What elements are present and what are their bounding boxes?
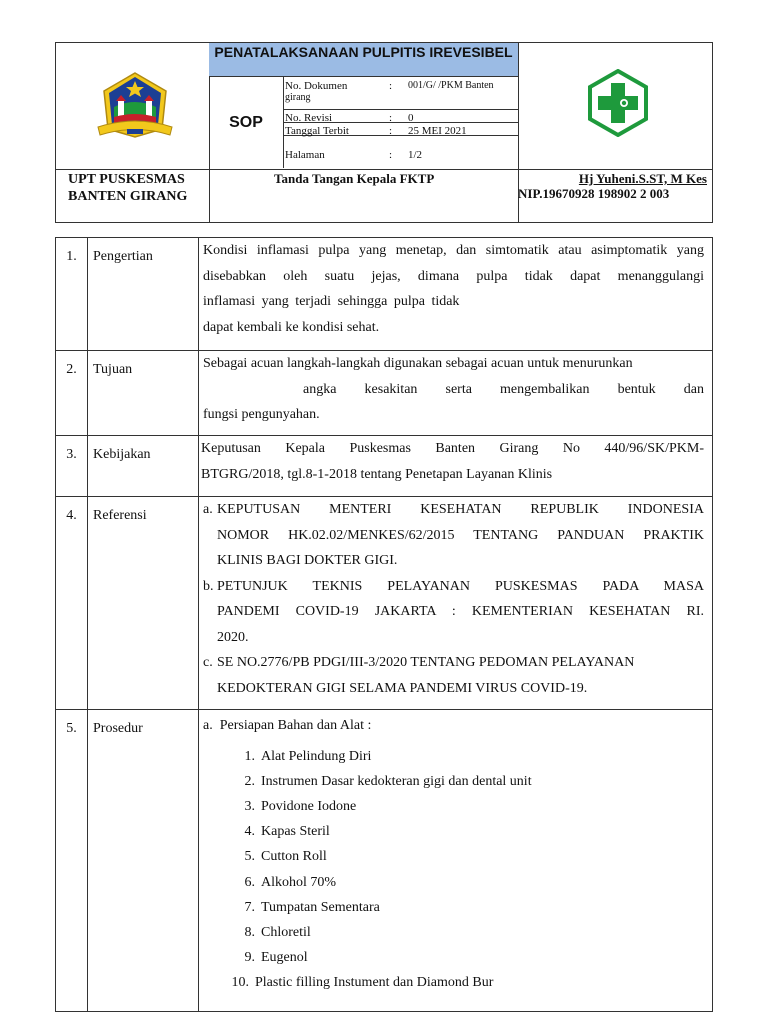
- section-text: Keputusan Kepala Puskesmas Banten Girang No 440/96/SK/PKM- BTGRG/2018, tgl.8-1-2018 tentang Penetapan Layanan Klinis: [199, 436, 713, 497]
- section-row-kebijakan: [56, 436, 713, 497]
- city-emblem-logo: [96, 71, 174, 143]
- signature-label: Tanda Tangan Kepala FKTP: [274, 171, 435, 186]
- reference-item: a. KEPUTUSAN MENTERI KESEHATAN REPUBLIK INDONESIA NOMOR HK.02.02/MENKES/62/2015 TENTANG PANDUAN PRAKTIK KLINIS BAGI DOKTER GIGI.: [203, 502, 704, 568]
- list-item: 10. Plastic filling Instument dan Diamond Bur: [231, 975, 494, 991]
- list-item: 6. Alkohol 70%: [244, 874, 337, 890]
- procedure-subheading: a. Persiapan Bahan dan Alat :: [203, 718, 372, 733]
- head-nip: NIP.19670928 198902 2 003: [518, 186, 670, 201]
- reference-item: b. PETUNJUK TEKNIS PELAYANAN PUSKESMAS PADA MASA PANDEMI COVID-19 JAKARTA : KEMENTERIAN KESEHATAN RI. 2020.: [203, 578, 704, 645]
- section-label: Referensi: [88, 497, 199, 710]
- list-item: 9. Eugenol: [244, 950, 308, 966]
- section-row-referensi: [56, 497, 713, 710]
- section-number: 3.: [56, 436, 88, 497]
- health-cross-logo: [584, 69, 652, 137]
- section-row-prosedur: [56, 710, 713, 1012]
- document-meta: No. Dokumen : 001/G/ /PKM Banten girang No. Revisi : 0 Tanggal Terbit : 25 MEI 2021 Halaman : 1/2: [285, 80, 494, 161]
- list-item: 1. Alat Pelindung Diri: [244, 748, 372, 764]
- sop-header: [55, 42, 713, 223]
- section-text: Sebagai acuan langkah-langkah digunakan sebagai acuan untuk menurunkan angka kesakitan serta mengembalikan bentuk dan fungsi pengunyahan.: [199, 351, 713, 436]
- section-number: 1.: [56, 238, 88, 351]
- section-label: Pengertian: [88, 238, 199, 351]
- section-label: Prosedur: [88, 710, 199, 1012]
- list-item: 5. Cutton Roll: [244, 849, 327, 865]
- section-text: [199, 710, 713, 1012]
- list-item: 7. Tumpatan Sementara: [244, 899, 380, 915]
- sop-content-table: [55, 237, 713, 1012]
- head-name: Hj Yuheni.S.ST, M Kes: [578, 171, 707, 186]
- sop-label: SOP: [229, 114, 263, 131]
- section-number: 2.: [56, 351, 88, 436]
- list-item: 3. Povidone Iodone: [244, 798, 357, 814]
- document-title: PENATALAKSANAAN PULPITIS IREVESIBEL: [209, 43, 518, 77]
- section-text: [199, 497, 713, 710]
- section-row-pengertian: [56, 238, 713, 351]
- section-text: Kondisi inflamasi pulpa yang menetap, dan simtomatik atau asimptomatik yang disebabkan oleh suatu jejas, dimana pulpa tidak dapat menanggulangi inflamasi yang terjadi sehingga pulpa tidak dapat kembali ke kondisi sehat.: [199, 238, 713, 351]
- list-item: 4. Kapas Steril: [244, 824, 330, 840]
- section-number: 4.: [56, 497, 88, 710]
- list-item: 8. Chloretil: [244, 924, 311, 940]
- divider: [56, 169, 712, 170]
- organization-name: UPT PUSKESMAS BANTEN GIRANG: [68, 172, 188, 204]
- section-label: Kebijakan: [88, 436, 199, 497]
- section-number: 5.: [56, 710, 88, 1012]
- section-label: Tujuan: [88, 351, 199, 436]
- list-item: 2. Instrumen Dasar kedokteran gigi dan dental unit: [244, 773, 532, 789]
- materials-list: [203, 744, 704, 996]
- section-row-tujuan: [56, 351, 713, 436]
- reference-item: c. SE NO.2776/PB PDGI/III-3/2020 TENTANG PEDOMAN PELAYANAN KEDOKTERAN GIGI SELAMA PANDEMI VIRUS COVID-19.: [203, 655, 635, 696]
